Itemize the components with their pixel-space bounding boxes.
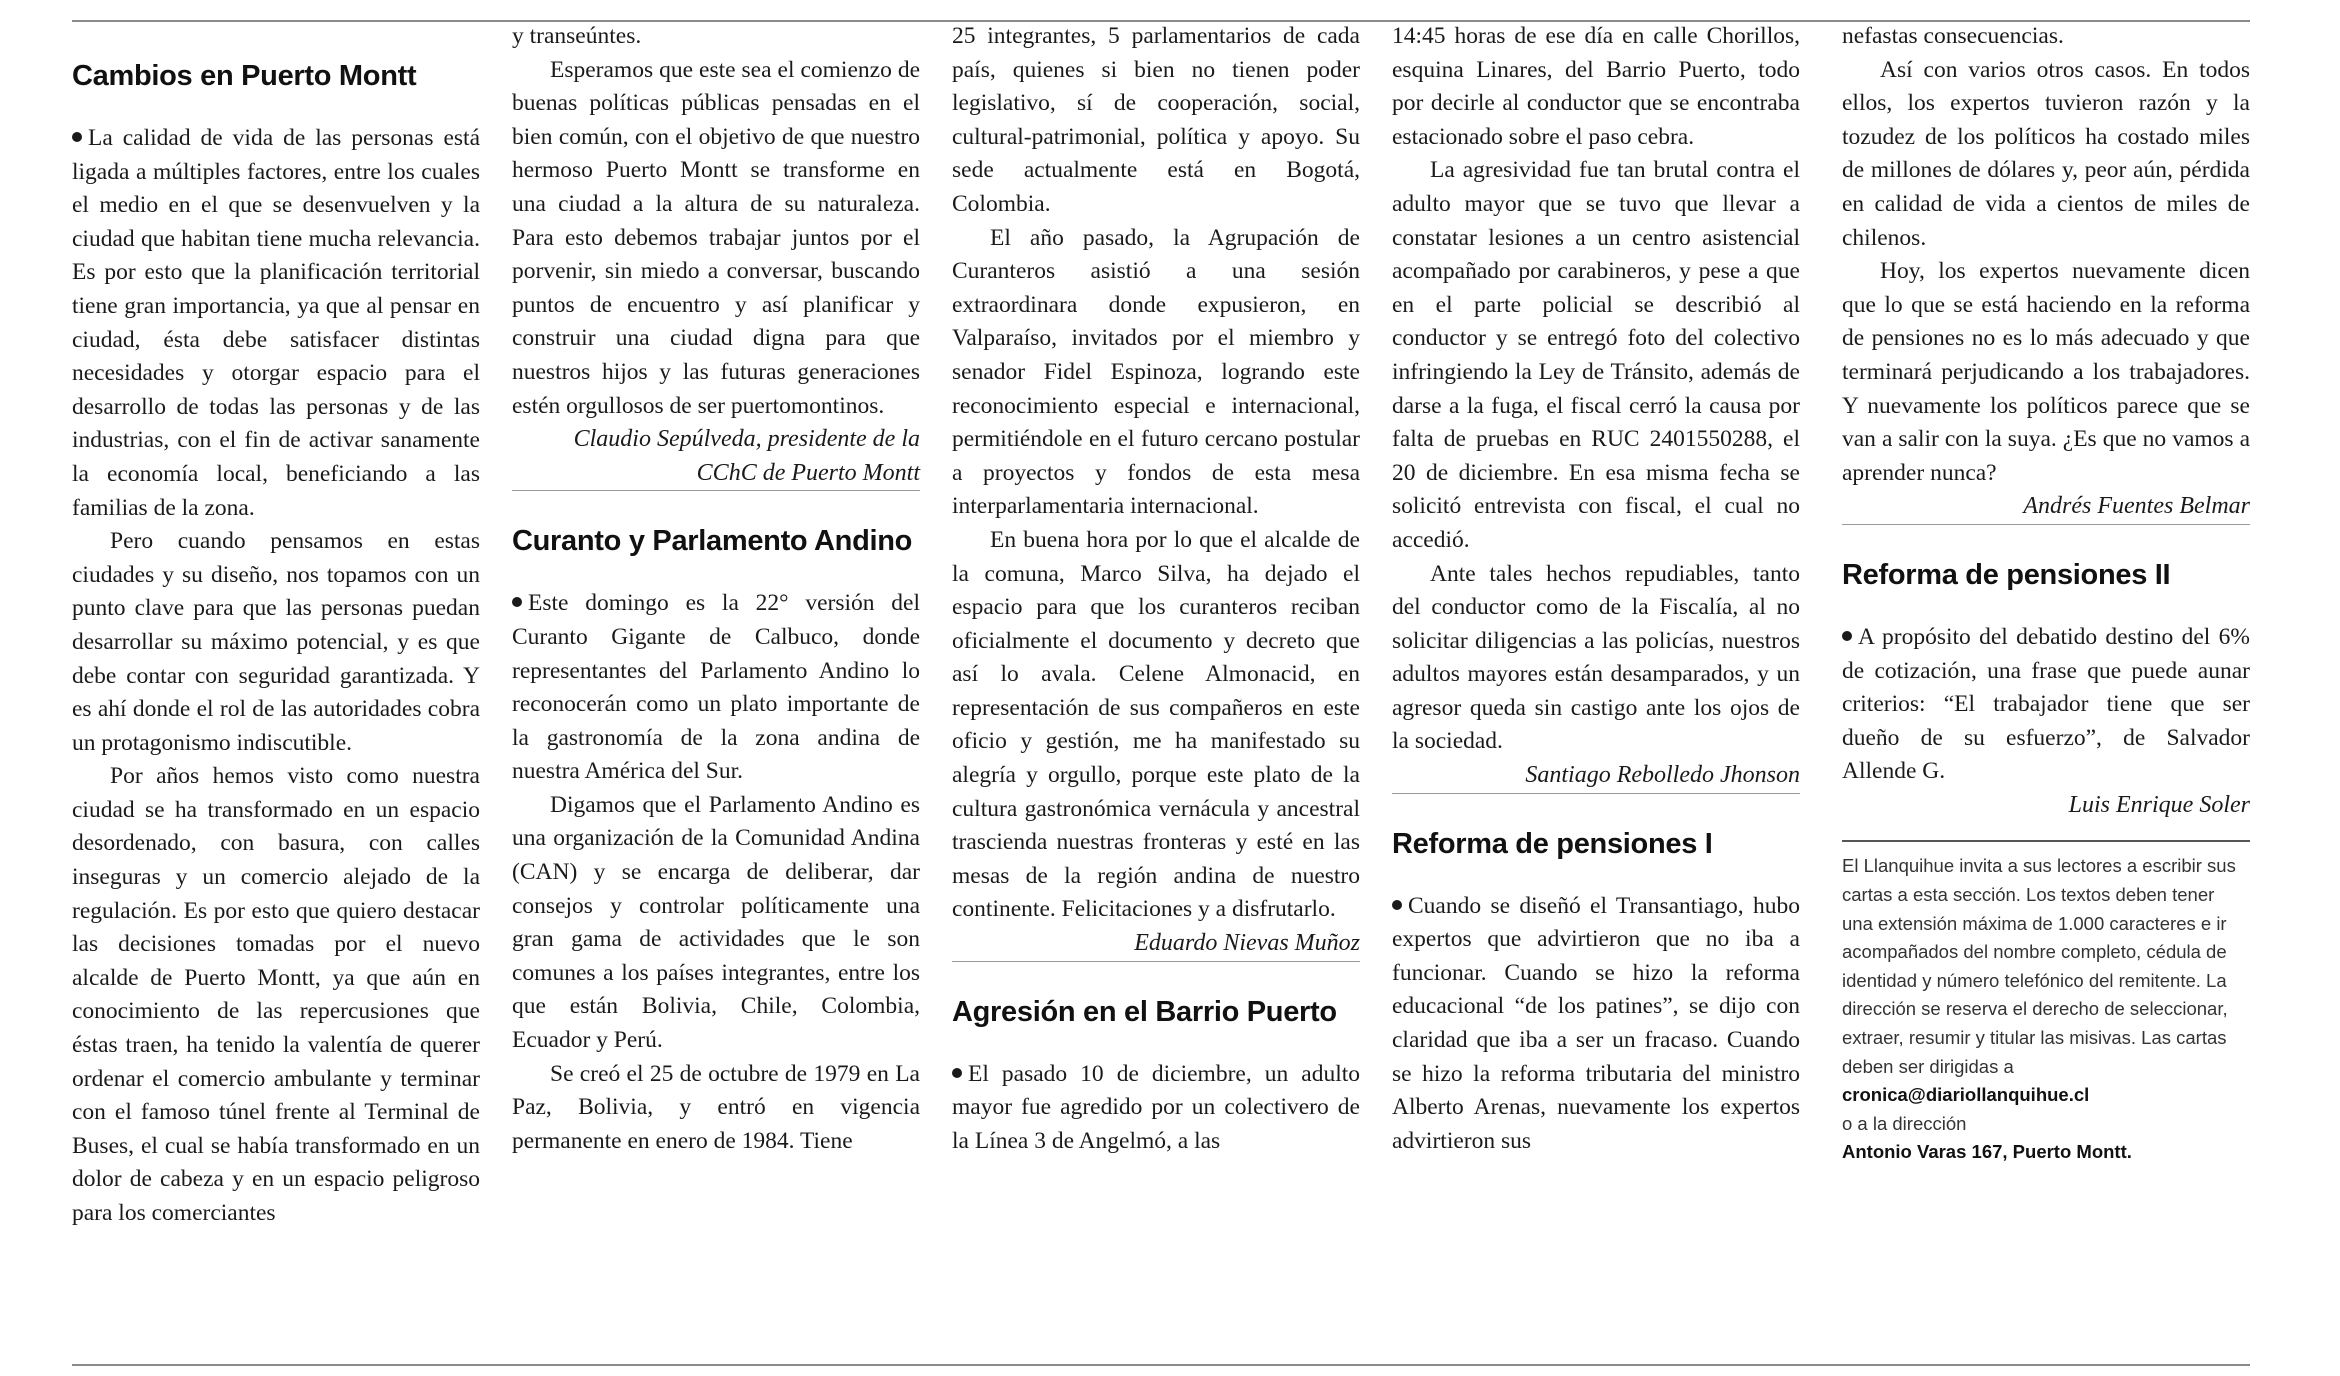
column-2 bbox=[512, 23, 920, 1158]
bottom-rule bbox=[72, 1364, 2250, 1366]
column-5 bbox=[1842, 23, 2250, 1167]
letter-paragraph: Esperamos que este sea el comienzo de buenas políticas públicas pensadas en el bien común, con el objetivo de que nuestro hermoso Puerto Montt se transforme en una ciudad a la altura de su naturaleza. Para esto debemos trabajar juntos por el porvenir, sin miedo a conversar, buscando puntos de encuentro y así planificar y construir una ciudad digna para que nuestros hijos y las futuras generaciones estén orgullosos de ser puertomontinos. bbox=[512, 56, 920, 419]
letter-paragraph: Ante tales hechos repudiables, tanto del conductor como de la Fiscalía, al no solicitar diligencias a las policías, nuestros adultos mayores están desamparados, y un agresor queda sin castigo ante los ojos de la sociedad. bbox=[1392, 560, 1800, 755]
letter-paragraph: Pero cuando pensamos en estas ciudades y su diseño, nos topamos con un punto clave para que las personas puedan desarrollar su máximo potencial, y es que debe contar con seguridad garantizada. Y es ahí donde el rol de las autoridades cobra un protagonismo indiscutible. bbox=[72, 528, 480, 756]
letter-paragraph: Por años hemos visto como nuestra ciudad se ha transformado en un espacio desordenado, con basura, con calles inseguras y un comercio alejado de la regulación. Es por esto que quiero destacar las decisiones tomadas por el nuevo alcalde de Puerto Montt, ya que aún en conocimiento de las repercusiones que éstas traen, ha tenido la valentía de querer ordenar el comercio ambulante y terminar con el famoso túnel frente al Terminal de Buses, el cual se había transformado en un dolor de cabeza y en un espacio peligroso para los comerciantes bbox=[72, 763, 480, 1226]
letter-paragraph: El pasado 10 de diciembre, un adulto mayor fue agredido por un colectivero de la Línea 3 de Angelmó, a las bbox=[952, 1060, 1360, 1154]
letter-paragraph: El año pasado, la Agrupación de Curanteros asistió a una sesión extraordinara donde expusieron, en Valparaíso, invitados por el miembro y senador Fidel Espinoza, logrando este reconocimiento especial e internacional, permitiéndole en el futuro cercano postular a proyectos y fondos de esta mesa interparlamentaria internacional. bbox=[952, 224, 1360, 520]
letter-signature: Luis Enrique Soler bbox=[2068, 791, 2250, 818]
column-4 bbox=[1392, 23, 1800, 1158]
letter-paragraph: Así con varios otros casos. En todos ellos, los expertos tuvieron razón y la tozudez de los políticos ha costado miles de millones de dólares y, peor aún, pérdida en calidad de vida a cientos de miles de chilenos. bbox=[1842, 56, 2250, 251]
letter-signature: Claudio Sepúlveda, presidente de la CChC de Puerto Montt bbox=[573, 426, 920, 486]
letter-paragraph-continued: 14:45 horas de ese día en calle Chorillos, esquina Linares, del Barrio Puerto, todo por decirle al conductor que se encontraba estacionado sobre el paso cebra. bbox=[1392, 23, 1800, 150]
letter-paragraph: La calidad de vida de las personas está ligada a múltiples factores, entre los cuales el medio en el que se desenvuelven y la ciudad que habitan tiene mucha relevancia. Es por esto que la planificación territorial tiene gran importancia, ya que al pensar en ciudad, ésta debe satisfacer distintas necesidades y otorgar espacio para el desarrollo de todas las personas y de las industrias, con el fin de activar sanamente la economía local, beneficiando a las familias de la zona. bbox=[72, 125, 480, 521]
letters-page bbox=[72, 20, 2250, 1370]
editor-note-or-line: o a la dirección bbox=[1842, 1112, 1967, 1134]
bullet-icon bbox=[1842, 631, 1852, 641]
letter-paragraph-continued: nefastas consecuencias. bbox=[1842, 23, 2064, 49]
letter-paragraph: Hoy, los expertos nuevamente dicen que lo que se está haciendo en la reforma de pensiones no es lo más adecuado y que terminará perjudicando a los trabajadores. Y nuevamente los políticos parece que se van a salir con la suya. ¿Es que no vamos a aprender nunca? bbox=[1842, 258, 2250, 486]
letter-title-pensiones-1: Reforma de pensiones I bbox=[1392, 827, 1713, 860]
note-divider bbox=[1842, 840, 2250, 842]
letter-paragraph: En buena hora por lo que el alcalde de la comuna, Marco Silva, ha dejado el espacio para que los curanteros reciban oficialmente el documento y decreto que así lo avala. Celene Almonacid, en representación de sus compañeros en este oficio y gestión, me ha manifestado su alegría y orgullo, porque este plato de la cultura gastronómica vernácula y ancestral trascienda nuestras fronteras y esté en las mesas de la región andina de nuestro continente. Felicitaciones y a disfrutarlo. bbox=[952, 526, 1360, 923]
editor-note-email[interactable]: cronica@diariollanquihue.cl bbox=[1842, 1084, 2090, 1106]
letter-paragraph-continued: 25 integrantes, 5 parlamentarios de cada país, quienes si bien no tienen poder legislativo, sí de cooperación, social, cultural-patrimonial, política y apoyo. Su sede actualmente está en Bogotá, Colombia. bbox=[952, 23, 1360, 217]
section-divider bbox=[1392, 793, 1800, 794]
letter-paragraph: Este domingo es la 22° versión del Curanto Gigante de Calbuco, donde representantes del Parlamento Andino lo reconocerán como un plato importante de la gastronomía de la zona andina de nuestra América del Sur. bbox=[512, 590, 920, 785]
bullet-icon bbox=[512, 597, 522, 607]
letter-signature: Andrés Fuentes Belmar bbox=[2023, 493, 2250, 520]
letter-title-curanto: Curanto y Parlamento Andino bbox=[512, 525, 913, 558]
editor-note-text: El Llanquihue invita a sus lectores a escribir sus cartas a esta sección. Los textos deben tener una extensión máxima de 1.000 caracteres e ir acompañados del nombre completo, cédula de identidad y número telefónico del remitente. La dirección se reserva el derecho de seleccionar, extraer, resumir y titular las misivas. Las cartas deben ser dirigidas a bbox=[1842, 855, 2236, 1077]
letter-paragraph: Se creó el 25 de octubre de 1979 en La Paz, Bolivia, y entró en vigencia permanente en enero de 1984. Tiene bbox=[512, 1060, 920, 1154]
letter-title-cambios: Cambios en Puerto Montt bbox=[72, 60, 417, 92]
letter-title-agresion: Agresión en el Barrio Puerto bbox=[952, 995, 1337, 1028]
letter-paragraph: A propósito del debatido destino del 6% de cotización, una frase que puede aunar criterios: “El trabajador tiene que ser dueño de su esfuerzo”, de Salvador Allende G. bbox=[1842, 623, 2250, 785]
letter-paragraph: La agresividad fue tan brutal contra el adulto mayor que se tuvo que llevar a constatar lesiones a un centro asistencial acompañado por carabineros, y pese a que en el parte policial se describió al conductor y se entregó foto del colectivo infringiendo la Ley de Tránsito, además de darse a la fuga, el fiscal cerró la causa por falta de pruebas en RUC 2401550288, el 20 de diciembre. En esa misma fecha se solicitó entrevista con fiscal, el cual no accedió. bbox=[1392, 157, 1800, 553]
letter-signature: Santiago Rebolledo Jhonson bbox=[1525, 762, 1800, 789]
letter-paragraph-continued: y transeúntes. bbox=[512, 23, 642, 49]
bullet-icon bbox=[952, 1068, 962, 1078]
column-3 bbox=[952, 23, 1360, 1158]
section-divider bbox=[512, 490, 920, 491]
column-1 bbox=[72, 58, 480, 1231]
section-divider bbox=[1842, 524, 2250, 525]
section-divider bbox=[952, 961, 1360, 962]
bullet-icon bbox=[72, 132, 82, 142]
letter-paragraph: Digamos que el Parlamento Andino es una organización de la Comunidad Andina (CAN) y se encarga de deliberar, dar consejos y controlar políticamente una gran gama de actividades que le son comunes a los países integrantes, entre los que están Bolivia, Chile, Colombia, Ecuador y Perú. bbox=[512, 791, 920, 1054]
editor-note-address: Antonio Varas 167, Puerto Montt. bbox=[1842, 1141, 2132, 1163]
bullet-icon bbox=[1392, 900, 1402, 910]
letter-paragraph: Cuando se diseñó el Transantiago, hubo expertos que advirtieron que no iba a funcionar. Cuando se hizo la reforma educacional “de los patines”, se dijo con claridad que iba a ser un fracaso. Cuando se hizo la reforma tributaria del ministro Alberto Arenas, nuevamente los expertos advirtieron sus bbox=[1392, 892, 1800, 1154]
editor-note bbox=[1842, 852, 2250, 1167]
letter-signature: Eduardo Nievas Muñoz bbox=[1134, 930, 1360, 957]
letter-title-pensiones-2: Reforma de pensiones II bbox=[1842, 558, 2171, 591]
